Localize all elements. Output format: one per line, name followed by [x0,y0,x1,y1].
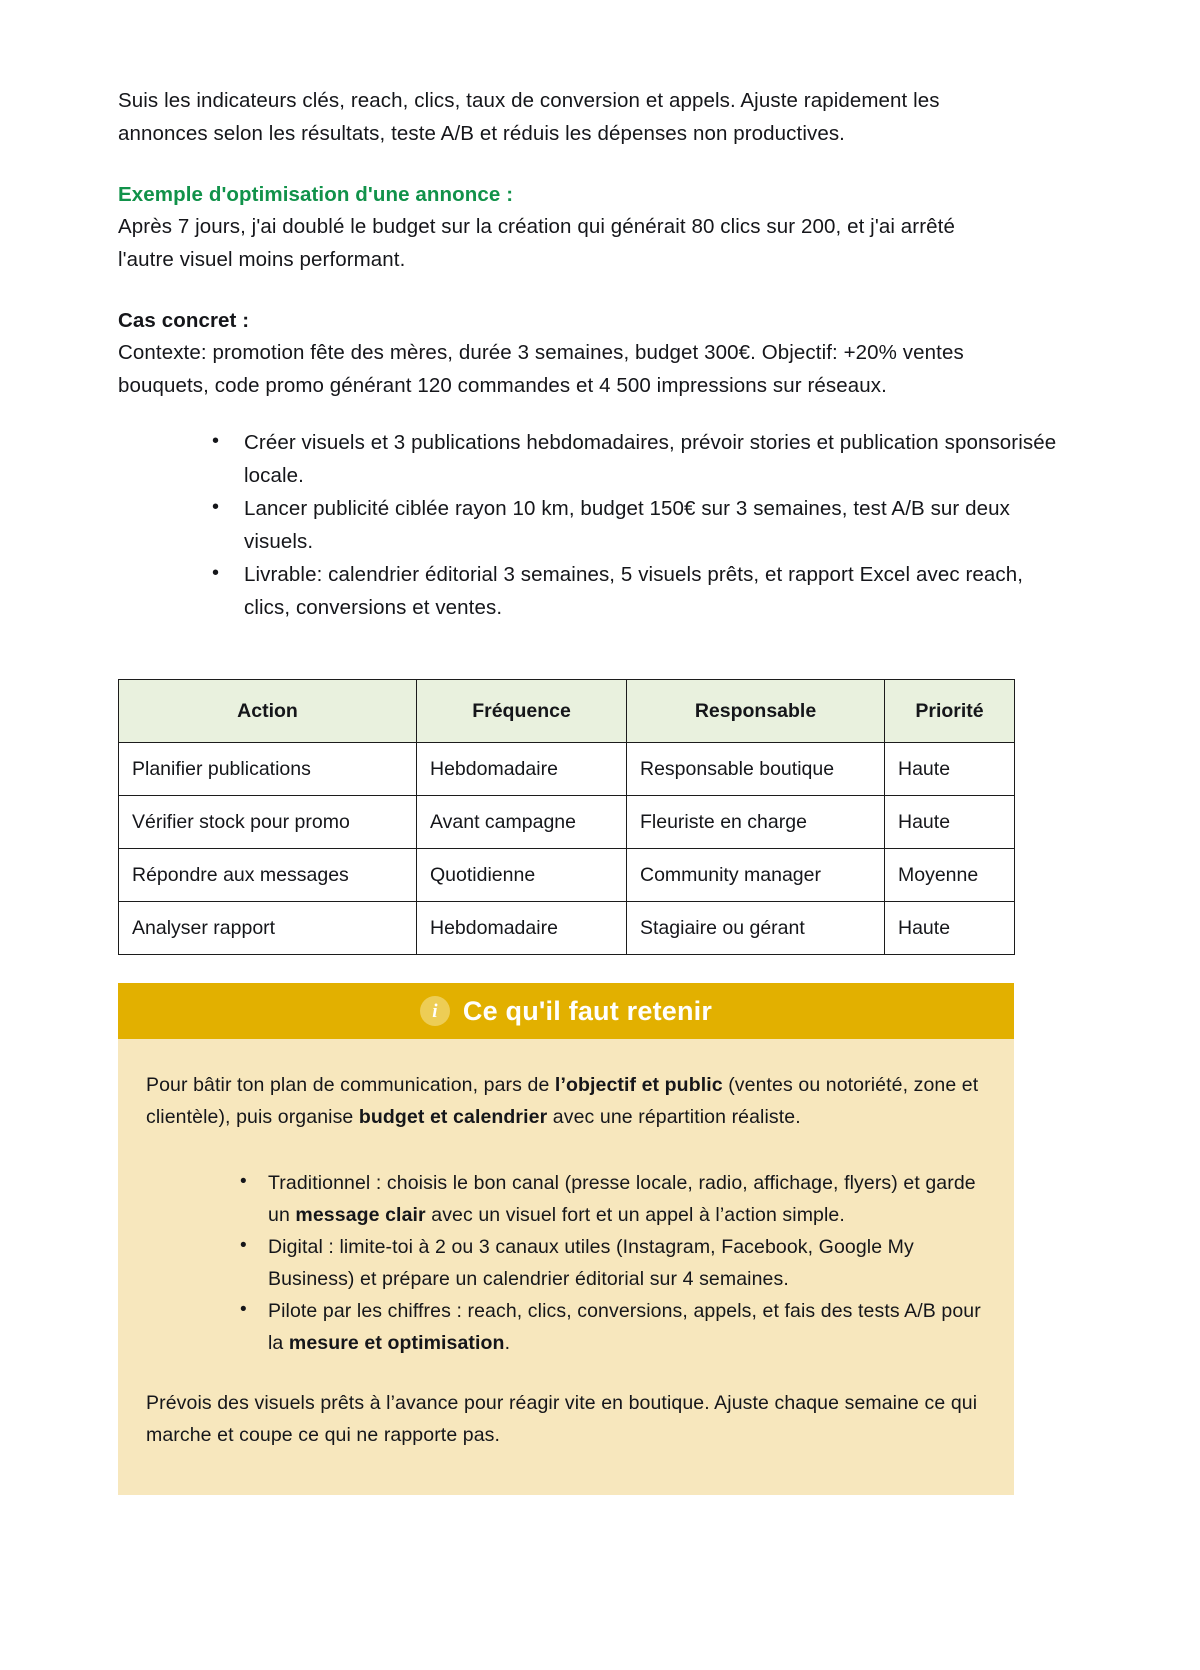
column-header-priorite: Priorité [885,680,1015,743]
cell-priorite: Haute [885,796,1015,849]
bullet-text-part2: avec un visuel fort et un appel à l’action simple. [425,1204,845,1226]
bullet-text-bold: message clair [295,1204,426,1226]
callout-title: Ce qu'il faut retenir [462,995,713,1026]
cell-frequence: Hebdomadaire [417,743,627,796]
cell-action: Analyser rapport [119,902,417,955]
spacer [118,276,1082,306]
cell-responsable: Fleuriste en charge [627,796,885,849]
cell-priorite: Moyenne [885,849,1015,902]
table-row [119,849,1015,902]
callout-intro-bold1: l’objectif et public [554,1074,723,1096]
cell-frequence: Hebdomadaire [417,902,627,955]
callout-intro-paragraph [146,1069,996,1133]
callout-intro-part3: avec une répartition réaliste. [547,1106,801,1128]
main-bullet-list [118,426,1082,624]
spacer [146,1133,980,1167]
info-icon: i [420,996,450,1026]
example-paragraph: Après 7 jours, j'ai doublé le budget sur la création qui générait 80 clics sur 200, et j'ai arrêté l'autre visuel moins performant. [118,215,955,271]
bullet-text-part1: Digital : limite-toi à 2 ou 3 canaux utiles (Instagram, Facebook, Google My Business) et prépare un calendrier éditorial sur 4 semaines. [268,1236,914,1290]
spacer [118,150,1082,180]
list-item [236,1231,996,1295]
list-item: • Créer visuels et 3 publications hebdomadaires, prévoir stories et publication sponsorisée locale. [208,426,1070,492]
cell-responsable: Community manager [627,849,885,902]
callout-header [118,983,1014,1039]
list-item [236,1295,996,1359]
bullet-text-part1: Traditionnel : choisis le bon canal (presse locale, radio, affichage, flyers) et garde un [268,1172,976,1226]
column-header-frequence: Fréquence [417,680,627,743]
cell-frequence: Quotidienne [417,849,627,902]
spacer [118,624,1082,679]
cell-action: Répondre aux messages [119,849,417,902]
bullet-text-part2: . [504,1332,511,1354]
table-row [119,902,1015,955]
cell-responsable: Responsable boutique [627,743,885,796]
callout-body [118,1039,1014,1495]
list-item: • Livrable: calendrier éditorial 3 semaines, 5 visuels prêts, et rapport Excel avec reach, clics, conversions et ventes. [208,558,1070,624]
intro-paragraph: Suis les indicateurs clés, reach, clics, taux de conversion et appels. Ajuste rapidement les annonces selon les résultats, teste A/B et réduis les dépenses non productives. [118,89,940,145]
table-head [119,680,1015,743]
cell-priorite: Haute [885,743,1015,796]
bullet-text-bold: mesure et optimisation [288,1332,505,1354]
case-paragraph: Contexte: promotion fête des mères, durée 3 semaines, budget 300€. Objectif: +20% ventes bouquets, code promo générant 120 commandes et 4 500 impressions sur réseaux. [118,341,964,397]
cell-action: Planifier publications [119,743,417,796]
action-plan-table [118,679,1015,955]
key-takeaways-callout [118,983,1014,1495]
callout-intro-part2: (ventes ou notoriété, zone et clientèle), puis organise [146,1074,979,1128]
table-header-row [119,680,1015,743]
cell-priorite: Haute [885,902,1015,955]
column-header-responsable: Responsable [627,680,885,743]
table-row [119,796,1015,849]
cell-responsable: Stagiaire ou gérant [627,902,885,955]
callout-closing-paragraph: Prévois des visuels prêts à l’avance pour réagir vite en boutique. Ajuste chaque semaine ce qui marche et coupe ce qui ne rapporte pas. [146,1392,978,1446]
list-item [236,1167,996,1231]
table-row [119,743,1015,796]
cell-action: Vérifier stock pour promo [119,796,417,849]
callout-intro-bold2: budget et calendrier [358,1106,548,1128]
case-heading: Cas concret : [118,309,250,332]
callout-intro-part1: Pour bâtir ton plan de communication, pars de [146,1074,555,1096]
table-body [119,743,1015,955]
list-item: • Lancer publicité ciblée rayon 10 km, budget 150€ sur 3 semaines, test A/B sur deux visuels. [208,492,1070,558]
callout-bullet-list [146,1167,980,1359]
spacer [146,1359,980,1387]
column-header-action: Action [119,680,417,743]
spacer [118,955,1082,983]
example-heading: Exemple d'optimisation d'une annonce : [118,183,514,206]
spacer [118,402,1082,426]
bullet-text-part1: Pilote par les chiffres : reach, clics, conversions, appels, et fais des tests A/B pour la [268,1300,981,1354]
cell-frequence: Avant campagne [417,796,627,849]
